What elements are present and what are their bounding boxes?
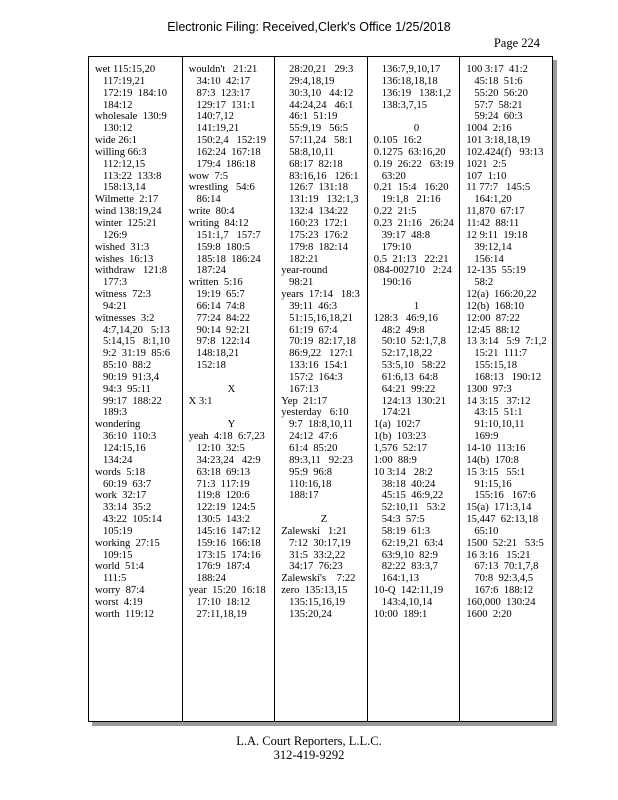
index-entry: 61:4 85:20 xyxy=(281,443,338,454)
index-entry: zero 135:13,15 xyxy=(281,585,348,597)
index-entry xyxy=(281,502,367,514)
index-entry: 48:2 49:8 xyxy=(373,324,425,336)
index-entry: 54:3 57:5 xyxy=(373,514,425,526)
index-entry: 55:9,19 56:5 xyxy=(281,123,348,135)
index-entry: 136:19 138:1,2 xyxy=(373,87,452,99)
index-entry: world 51:4 xyxy=(95,561,144,573)
section-letter: 1 xyxy=(413,300,420,312)
index-column-4 xyxy=(367,57,460,721)
index-entry: 15,447 62:13,18 xyxy=(466,514,539,526)
index-entry: 188:24 xyxy=(188,573,226,585)
index-entry: 136:18,18,18 xyxy=(373,75,438,87)
index-entry: 58:2 xyxy=(466,277,494,289)
index-entry: 179:4 186:18 xyxy=(188,158,256,170)
index-entry: 63:9,10 82:9 xyxy=(373,549,438,561)
section-letter: Z xyxy=(320,514,328,526)
index-entry: 71:3 117:19 xyxy=(188,478,250,490)
index-entry: 52:10,11 53:2 xyxy=(373,502,446,514)
index-entry: wishes 16:13 xyxy=(95,253,154,265)
index-entry: 110:16,18 xyxy=(281,478,332,490)
index-entry: 119:8 120:6 xyxy=(188,490,250,502)
index-entry: 68:17 82:18 xyxy=(281,158,343,170)
index-entry: 11:42 88:11 xyxy=(466,217,520,229)
index-entry: 113:22 133:8 xyxy=(95,170,162,182)
index-entry: year 15:20 16:18 xyxy=(188,585,266,597)
index-entry: 174:21 xyxy=(373,407,412,419)
index-entry: 143:4,10,14 xyxy=(373,596,433,608)
index-entry xyxy=(374,111,460,123)
index-entry: 158:13,14 xyxy=(95,182,146,194)
index-entry: 167:6 188:12 xyxy=(466,585,534,597)
index-entry: 132:4 134:22 xyxy=(281,206,348,218)
index-entry: 11,870 67:17 xyxy=(466,206,525,218)
index-entry: withdraw 121:8 xyxy=(95,265,168,277)
index-entry: write 80:4 xyxy=(188,206,235,218)
index-entry: 34:17 76:23 xyxy=(281,561,343,573)
index-entry: 70:19 82:17,18 xyxy=(281,336,356,348)
index-entry: 52:17,18,22 xyxy=(373,348,433,360)
index-entry: 59:24 60:3 xyxy=(466,111,523,123)
index-entry: 0.1275 63:16,20 xyxy=(373,146,446,158)
index-entry: 15:21 111:7 xyxy=(466,348,528,360)
index-entry: 16 3:16 15:21 xyxy=(466,549,531,561)
index-entry: 126:9 xyxy=(95,229,128,241)
index-entry: 36:10 110:3 xyxy=(95,431,157,443)
index-entry: working 27:15 xyxy=(95,537,160,549)
index-entry: 187:24 xyxy=(188,265,226,277)
index-entry: 98:21 xyxy=(281,277,314,289)
index-entry: 136:7,9,10,17 xyxy=(373,64,441,75)
page-number: Page 224 xyxy=(493,36,540,50)
index-entry: 57:11,24 58:1 xyxy=(281,135,353,147)
index-entry: 13 3:14 5:9 7:1,2 xyxy=(466,336,547,348)
index-entry: 111:5 xyxy=(95,573,127,585)
index-entry: 162:24 167:18 xyxy=(188,146,261,158)
index-entry: worry 87:4 xyxy=(95,585,145,597)
index-entry: witnesses 3:2 xyxy=(95,312,155,324)
index-entry: 57:7 58:21 xyxy=(466,99,523,111)
index-entry: 95:9 96:8 xyxy=(281,466,333,478)
index-entry: 159:16 166:18 xyxy=(188,537,261,549)
index-entry: 140:7,12 xyxy=(188,111,234,123)
index-entry: wondering xyxy=(95,419,141,431)
index-entry: writing 84:12 xyxy=(188,217,249,229)
index-entry: 134:24 xyxy=(95,454,133,466)
index-entry: 1004 2:16 xyxy=(466,123,512,135)
index-entry: 60:19 63:7 xyxy=(95,478,152,490)
reporter-phone: 312-419-9292 xyxy=(273,747,345,762)
index-entry: 15(a) 171:3,14 xyxy=(466,502,532,514)
index-entry: 19:1,8 21:16 xyxy=(373,194,441,206)
index-entry: worth 119:12 xyxy=(95,608,155,620)
index-entry: words 5:18 xyxy=(95,466,146,478)
index-entry: written 5:16 xyxy=(188,277,243,289)
index-entry: 14 3:15 37:12 xyxy=(466,395,531,407)
index-entry: 64:21 99:22 xyxy=(373,383,436,395)
index-entry: 12-135 55:19 xyxy=(466,265,526,277)
index-entry: 17:10 18:12 xyxy=(188,596,251,608)
index-column-5 xyxy=(459,57,552,721)
index-entry: 90:19 91:3,4 xyxy=(95,371,160,383)
index-entry: 39:17 48:8 xyxy=(373,229,430,241)
index-entry: 46:1 51:19 xyxy=(281,111,338,123)
index-entry: 86:9,22 127:1 xyxy=(281,348,354,360)
index-entry: 94:3 95:11 xyxy=(95,383,151,395)
index-entry: 155:15,18 xyxy=(466,360,517,372)
index-entry: 89:3,11 92:23 xyxy=(281,454,353,466)
index-entry: 45:18 51:6 xyxy=(466,75,523,87)
index-entry: 135:15,16,19 xyxy=(281,596,346,608)
index-entry: 105:19 xyxy=(95,525,133,537)
index-entry: Wilmette 2:17 xyxy=(95,194,159,206)
index-entry: 29:4,18,19 xyxy=(281,75,335,87)
index-entry: 19:19 65:7 xyxy=(188,289,245,301)
index-entry: 30:3,10 44:12 xyxy=(281,87,354,99)
index-entry: 167:13 xyxy=(281,383,319,395)
index-entry: 0.5 21:13 22:21 xyxy=(373,253,449,265)
index-entry: 7:12 30:17,19 xyxy=(281,537,351,549)
index-entry: 156:14 xyxy=(466,253,504,265)
index-entry: 138:3,7,15 xyxy=(373,99,428,111)
filing-stamp-header: Electronic Filing: Received,Clerk's Office 1/25/2018 xyxy=(167,20,451,34)
index-columns xyxy=(89,57,552,721)
index-entry: 43:22 105:14 xyxy=(95,514,162,526)
word-index-frame xyxy=(88,56,553,722)
index-entry: 109:15 xyxy=(95,549,133,561)
index-entry: 122:19 124:5 xyxy=(188,502,256,514)
index-entry: 176:9 187:4 xyxy=(188,561,251,573)
index-entry: 169:9 xyxy=(466,431,499,443)
index-entry: 86:14 xyxy=(188,194,221,206)
index-entry: X 3:1 xyxy=(188,395,213,407)
index-entry: 10 3:14 28:2 xyxy=(373,466,433,478)
index-entry: 157:2 164:3 xyxy=(281,371,343,383)
index-entry: year-round xyxy=(281,265,328,277)
index-entry: 4:7,14,20 5:13 xyxy=(95,324,170,336)
index-entry: 10:00 189:1 xyxy=(373,608,428,620)
index-entry: 58:8,10,11 xyxy=(281,146,335,158)
section-letter: X xyxy=(227,383,236,395)
index-entry: winter 125:21 xyxy=(95,217,157,229)
index-entry: wide 26:1 xyxy=(95,135,138,147)
index-entry: 55:20 56:20 xyxy=(466,87,528,99)
index-entry: 43:15 51:1 xyxy=(466,407,523,419)
index-entry: 1,576 52:17 xyxy=(373,443,428,454)
index-entry: 10-Q 142:11,19 xyxy=(373,585,444,597)
index-entry: 173:15 174:16 xyxy=(188,549,261,561)
index-entry: 177:3 xyxy=(95,277,128,289)
index-entry: 1021 2:5 xyxy=(466,158,507,170)
index-entry: 34:10 42:17 xyxy=(188,75,251,87)
index-entry: 77:24 84:22 xyxy=(188,312,251,324)
index-entry: 117:19,21 xyxy=(95,75,146,87)
index-entry: years 17:14 18:3 xyxy=(281,289,360,301)
section-letter: Y xyxy=(227,419,236,431)
index-entry: 50:10 52:1,7,8 xyxy=(373,336,446,348)
index-entry xyxy=(189,407,275,419)
index-entry: 45:15 46:9,22 xyxy=(373,490,444,502)
index-entry: 1(b) 103:23 xyxy=(373,431,427,443)
index-entry: 179:8 182:14 xyxy=(281,241,348,253)
index-entry: 172:19 184:10 xyxy=(95,87,168,99)
index-entry: wrestling 54:6 xyxy=(188,182,255,194)
index-entry: wished 31:3 xyxy=(95,241,150,253)
index-entry: 155:16 167:6 xyxy=(466,490,536,502)
index-entry: 107 1:10 xyxy=(466,170,507,182)
index-entry: 44:24,24 46:1 xyxy=(281,99,354,111)
index-entry: 182:21 xyxy=(281,253,319,265)
index-entry: Zalewski's 7:22 xyxy=(281,573,356,585)
index-entry: 152:18 xyxy=(188,360,226,372)
index-entry: 15 3:15 55:1 xyxy=(466,466,526,478)
index-entry: 12(b) 168:10 xyxy=(466,300,525,312)
index-entry: 159:8 180:5 xyxy=(188,241,251,253)
index-entry: 148:18,21 xyxy=(188,348,240,360)
index-entry: yeah 4:18 6:7,23 xyxy=(188,431,265,443)
index-entry: 63:20 xyxy=(373,170,406,182)
index-entry: worst 4:19 xyxy=(95,596,143,608)
index-entry: 133:16 154:1 xyxy=(281,360,348,372)
index-entry: 83:16,16 126:1 xyxy=(281,170,359,182)
index-entry: 190:16 xyxy=(373,277,412,289)
index-entry: 70:8 92:3,4,5 xyxy=(466,573,534,585)
index-entry: 124:13 130:21 xyxy=(373,395,446,407)
index-entry: 12(a) 166:20,22 xyxy=(466,289,537,301)
index-entry: 61:19 67:4 xyxy=(281,324,338,336)
index-entry: 11 77:7 145:5 xyxy=(466,182,531,194)
index-entry: 24:12 47:6 xyxy=(281,431,338,443)
index-entry: 175:23 176:2 xyxy=(281,229,348,241)
index-column-1 xyxy=(89,57,182,721)
index-entry: 14-10 113:16 xyxy=(466,443,526,454)
index-entry: 34:23,24 42:9 xyxy=(188,454,261,466)
index-entry: 160,000 130:24 xyxy=(466,596,536,608)
index-entry: 27:11,18,19 xyxy=(188,608,247,620)
index-entry: 0.23 21:16 26:24 xyxy=(373,217,454,229)
index-entry: witness 72:3 xyxy=(95,289,151,301)
index-entry: 39:11 46:3 xyxy=(281,300,338,312)
index-entry xyxy=(189,372,275,384)
index-entry: 82:22 83:3,7 xyxy=(373,561,438,573)
index-entry: 67:13 70:1,7,8 xyxy=(466,561,539,573)
index-entry: 99:17 188:22 xyxy=(95,395,162,407)
index-entry: 128:3 46:9,16 xyxy=(373,312,438,324)
index-entry: 188:17 xyxy=(281,490,319,502)
index-entry: 184:12 xyxy=(95,99,133,111)
index-entry: work 32:17 xyxy=(95,490,147,502)
index-entry: 164:1,20 xyxy=(466,194,512,206)
index-entry: 131:19 132:1,3 xyxy=(281,194,359,206)
index-entry: 53:5,10 58:22 xyxy=(373,360,446,372)
index-entry: 084-002710 2:24 xyxy=(373,265,452,277)
index-entry: 130:12 xyxy=(95,123,133,135)
index-entry: 63:18 69:13 xyxy=(188,466,251,478)
index-entry: 61:6,13 64:8 xyxy=(373,371,438,383)
index-entry: 129:17 131:1 xyxy=(188,99,256,111)
index-entry: 5:14,15 8:1,10 xyxy=(95,336,170,348)
index-entry: 9:7 18:8,10,11 xyxy=(281,419,353,431)
index-entry: 94:21 xyxy=(95,300,128,312)
index-entry: 85:10 88:2 xyxy=(95,360,152,372)
index-entry: 189:3 xyxy=(95,407,128,419)
index-entry: 0.105 16:2 xyxy=(373,135,422,147)
index-entry: 141:19,21 xyxy=(188,123,240,135)
index-entry: 14(b) 170:8 xyxy=(466,454,519,466)
index-entry: 160:23 172:1 xyxy=(281,217,348,229)
index-entry: 87:3 123:17 xyxy=(188,87,251,99)
index-entry: 1(a) 102:7 xyxy=(373,419,421,431)
index-entry: Zalewski 1:21 xyxy=(281,525,347,537)
index-entry: 135:20,24 xyxy=(281,608,332,620)
index-entry: 90:14 92:21 xyxy=(188,324,251,336)
index-entry: 12:10 32:5 xyxy=(188,443,245,454)
index-entry: 38:18 40:24 xyxy=(373,478,436,490)
index-entry: 9:2 31:19 85:6 xyxy=(95,348,171,360)
index-entry: 33:14 35:2 xyxy=(95,502,152,514)
index-entry: willing 66:3 xyxy=(95,146,147,158)
index-entry: 151:1,7 157:7 xyxy=(188,229,261,241)
index-entry: 185:18 186:24 xyxy=(188,253,261,265)
index-entry: 179:10 xyxy=(373,241,412,253)
index-entry: wet 115:15,20 xyxy=(95,64,156,75)
index-column-3 xyxy=(274,57,367,721)
index-entry: 150:2,4 152:19 xyxy=(188,135,266,147)
index-entry: Yep 21:17 xyxy=(281,395,328,407)
index-entry: wind 138:19,24 xyxy=(95,206,162,218)
index-entry: 91:10,10,11 xyxy=(466,419,525,431)
footer xyxy=(0,735,618,762)
index-entry: 12:00 87:22 xyxy=(466,312,520,324)
index-entry: 130:5 143:2 xyxy=(188,514,251,526)
index-entry: 100 3:17 41:2 xyxy=(466,64,528,75)
index-entry: 0.22 21:5 xyxy=(373,206,417,218)
index-entry: 0.19 26:22 63:19 xyxy=(373,158,454,170)
index-entry: wouldn't 21:21 xyxy=(188,64,258,75)
index-column-2 xyxy=(182,57,275,721)
index-entry: wholesale 130:9 xyxy=(95,111,167,123)
index-entry: 51:15,16,18,21 xyxy=(281,312,353,324)
index-entry: 101 3:18,18,19 xyxy=(466,135,531,147)
index-entry: 1:00 88:9 xyxy=(373,454,417,466)
index-entry: 102.424(f) 93:13 xyxy=(466,146,544,158)
index-entry: 124:15,16 xyxy=(95,443,146,454)
index-entry: wow 7:5 xyxy=(188,170,229,182)
index-entry xyxy=(374,289,460,301)
index-entry: 145:16 147:12 xyxy=(188,525,261,537)
index-entry: 0.21 15:4 16:20 xyxy=(373,182,449,194)
index-entry: 1600 2:20 xyxy=(466,608,512,620)
index-entry: yesterday 6:10 xyxy=(281,407,349,419)
index-entry: 112:12,15 xyxy=(95,158,146,170)
index-entry: 65:10 xyxy=(466,525,499,537)
index-entry: 28:20,21 29:3 xyxy=(281,64,354,75)
index-entry: 168:13 190:12 xyxy=(466,371,542,383)
index-entry: 164:1,13 xyxy=(373,573,420,585)
index-entry: 12:45 88:12 xyxy=(466,324,520,336)
index-entry: 62:19,21 63:4 xyxy=(373,537,444,549)
index-entry: 1500 52:21 53:5 xyxy=(466,537,544,549)
index-entry: 58:19 61:3 xyxy=(373,525,430,537)
index-entry: 39:12,14 xyxy=(466,241,512,253)
index-entry: 66:14 74:8 xyxy=(188,300,245,312)
section-letter: 0 xyxy=(413,123,420,135)
index-entry: 97:8 122:14 xyxy=(188,336,251,348)
index-entry: 12 9:11 19:18 xyxy=(466,229,528,241)
index-entry: 31:5 33:2,22 xyxy=(281,549,346,561)
index-entry: 91:15,16 xyxy=(466,478,512,490)
index-entry: 126:7 131:18 xyxy=(281,182,348,194)
reporter-name: L.A. Court Reporters, L.L.C. xyxy=(236,734,382,748)
index-entry: 1300 97:3 xyxy=(466,383,512,395)
